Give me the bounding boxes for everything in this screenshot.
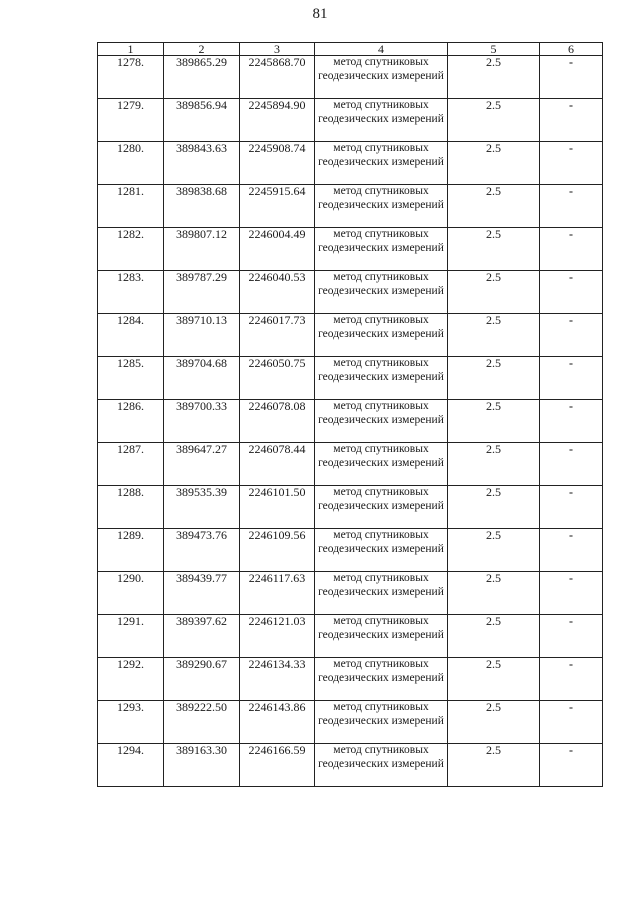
cell-accuracy: 2.5 (448, 142, 540, 185)
cell-point-number: 1288. (98, 486, 164, 529)
cell-accuracy: 2.5 (448, 572, 540, 615)
cell-method: метод спутниковых геодезических измерений (315, 701, 448, 744)
cell-method: метод спутниковых геодезических измерений (315, 56, 448, 99)
cell-y-coordinate: 2246121.03 (240, 615, 315, 658)
table-header (98, 43, 603, 56)
cell-accuracy: 2.5 (448, 615, 540, 658)
header-col-3: 3 (240, 43, 315, 56)
cell-x-coordinate: 389807.12 (164, 228, 240, 271)
cell-point-number: 1286. (98, 400, 164, 443)
header-col-1: 1 (98, 43, 164, 56)
cell-method: метод спутниковых геодезических измерений (315, 142, 448, 185)
cell-y-coordinate: 2246134.33 (240, 658, 315, 701)
table-row (98, 529, 603, 572)
table-body (98, 56, 603, 787)
cell-accuracy: 2.5 (448, 400, 540, 443)
cell-accuracy: 2.5 (448, 228, 540, 271)
cell-note: - (540, 443, 603, 486)
cell-note: - (540, 142, 603, 185)
cell-accuracy: 2.5 (448, 99, 540, 142)
cell-accuracy: 2.5 (448, 486, 540, 529)
cell-y-coordinate: 2245894.90 (240, 99, 315, 142)
table-row (98, 271, 603, 314)
table-row (98, 185, 603, 228)
cell-y-coordinate: 2246050.75 (240, 357, 315, 400)
cell-x-coordinate: 389838.68 (164, 185, 240, 228)
cell-method: метод спутниковых геодезических измерений (315, 314, 448, 357)
cell-note: - (540, 486, 603, 529)
cell-x-coordinate: 389704.68 (164, 357, 240, 400)
header-col-5: 5 (448, 43, 540, 56)
cell-x-coordinate: 389473.76 (164, 529, 240, 572)
cell-y-coordinate: 2246017.73 (240, 314, 315, 357)
cell-accuracy: 2.5 (448, 658, 540, 701)
cell-note: - (540, 228, 603, 271)
header-col-6: 6 (540, 43, 603, 56)
cell-y-coordinate: 2246101.50 (240, 486, 315, 529)
cell-accuracy: 2.5 (448, 529, 540, 572)
cell-method: метод спутниковых геодезических измерений (315, 529, 448, 572)
cell-accuracy: 2.5 (448, 357, 540, 400)
cell-method: метод спутниковых геодезических измерений (315, 443, 448, 486)
cell-note: - (540, 615, 603, 658)
table-row (98, 744, 603, 787)
cell-x-coordinate: 389222.50 (164, 701, 240, 744)
cell-y-coordinate: 2246040.53 (240, 271, 315, 314)
cell-x-coordinate: 389787.29 (164, 271, 240, 314)
cell-x-coordinate: 389647.27 (164, 443, 240, 486)
cell-method: метод спутниковых геодезических измерений (315, 400, 448, 443)
cell-x-coordinate: 389865.29 (164, 56, 240, 99)
cell-y-coordinate: 2246078.08 (240, 400, 315, 443)
cell-point-number: 1290. (98, 572, 164, 615)
cell-y-coordinate: 2245908.74 (240, 142, 315, 185)
header-col-2: 2 (164, 43, 240, 56)
cell-note: - (540, 185, 603, 228)
table-row (98, 486, 603, 529)
cell-note: - (540, 56, 603, 99)
table-row (98, 658, 603, 701)
cell-note: - (540, 701, 603, 744)
table-row (98, 314, 603, 357)
cell-y-coordinate: 2245868.70 (240, 56, 315, 99)
cell-x-coordinate: 389535.39 (164, 486, 240, 529)
cell-method: метод спутниковых геодезических измерений (315, 744, 448, 787)
cell-note: - (540, 658, 603, 701)
cell-accuracy: 2.5 (448, 56, 540, 99)
table-row (98, 56, 603, 99)
cell-method: метод спутниковых геодезических измерений (315, 271, 448, 314)
cell-note: - (540, 744, 603, 787)
cell-y-coordinate: 2246078.44 (240, 443, 315, 486)
cell-accuracy: 2.5 (448, 443, 540, 486)
cell-point-number: 1284. (98, 314, 164, 357)
header-col-4: 4 (315, 43, 448, 56)
table-row (98, 400, 603, 443)
cell-x-coordinate: 389397.62 (164, 615, 240, 658)
cell-x-coordinate: 389856.94 (164, 99, 240, 142)
cell-x-coordinate: 389163.30 (164, 744, 240, 787)
cell-note: - (540, 529, 603, 572)
cell-point-number: 1289. (98, 529, 164, 572)
cell-note: - (540, 357, 603, 400)
cell-point-number: 1287. (98, 443, 164, 486)
table-row (98, 701, 603, 744)
cell-method: метод спутниковых геодезических измерений (315, 228, 448, 271)
cell-accuracy: 2.5 (448, 744, 540, 787)
cell-point-number: 1285. (98, 357, 164, 400)
cell-x-coordinate: 389439.77 (164, 572, 240, 615)
cell-method: метод спутниковых геодезических измерений (315, 572, 448, 615)
table-row (98, 99, 603, 142)
cell-method: метод спутниковых геодезических измерений (315, 658, 448, 701)
cell-note: - (540, 314, 603, 357)
cell-y-coordinate: 2246109.56 (240, 529, 315, 572)
cell-point-number: 1283. (98, 271, 164, 314)
cell-point-number: 1281. (98, 185, 164, 228)
cell-y-coordinate: 2246143.86 (240, 701, 315, 744)
cell-point-number: 1292. (98, 658, 164, 701)
cell-accuracy: 2.5 (448, 314, 540, 357)
cell-point-number: 1293. (98, 701, 164, 744)
cell-x-coordinate: 389843.63 (164, 142, 240, 185)
table-row (98, 142, 603, 185)
table-row (98, 228, 603, 271)
cell-method: метод спутниковых геодезических измерений (315, 615, 448, 658)
cell-accuracy: 2.5 (448, 271, 540, 314)
cell-point-number: 1278. (98, 56, 164, 99)
cell-y-coordinate: 2245915.64 (240, 185, 315, 228)
cell-y-coordinate: 2246004.49 (240, 228, 315, 271)
cell-method: метод спутниковых геодезических измерений (315, 185, 448, 228)
cell-point-number: 1291. (98, 615, 164, 658)
table-row (98, 357, 603, 400)
table-row (98, 443, 603, 486)
cell-point-number: 1282. (98, 228, 164, 271)
table-row (98, 615, 603, 658)
cell-method: метод спутниковых геодезических измерений (315, 486, 448, 529)
cell-accuracy: 2.5 (448, 185, 540, 228)
cell-y-coordinate: 2246166.59 (240, 744, 315, 787)
cell-point-number: 1280. (98, 142, 164, 185)
cell-note: - (540, 99, 603, 142)
header-row (98, 43, 603, 56)
cell-x-coordinate: 389290.67 (164, 658, 240, 701)
cell-accuracy: 2.5 (448, 701, 540, 744)
cell-point-number: 1279. (98, 99, 164, 142)
table-row (98, 572, 603, 615)
cell-x-coordinate: 389700.33 (164, 400, 240, 443)
cell-point-number: 1294. (98, 744, 164, 787)
cell-method: метод спутниковых геодезических измерений (315, 99, 448, 142)
coordinates-table (97, 42, 603, 787)
cell-x-coordinate: 389710.13 (164, 314, 240, 357)
cell-note: - (540, 400, 603, 443)
page-number: 81 (312, 6, 328, 22)
cell-method: метод спутниковых геодезических измерений (315, 357, 448, 400)
cell-note: - (540, 572, 603, 615)
cell-note: - (540, 271, 603, 314)
cell-y-coordinate: 2246117.63 (240, 572, 315, 615)
